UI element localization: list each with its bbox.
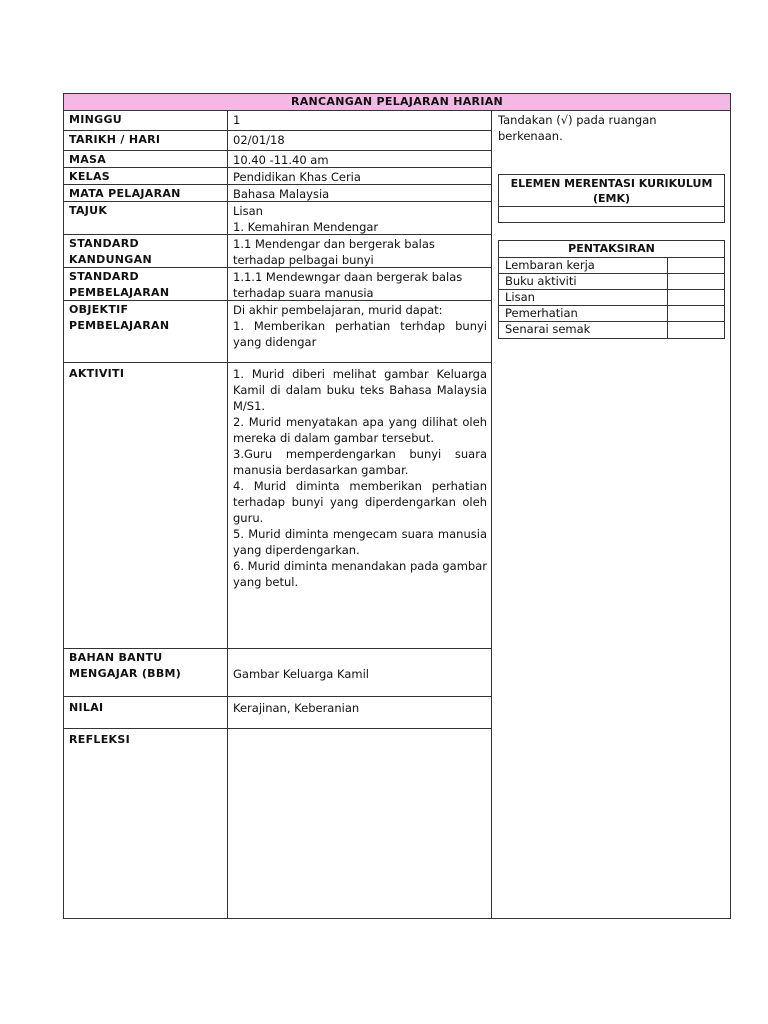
main-column (64, 111, 492, 919)
label-standard-pembelajaran (64, 268, 228, 300)
row-bbm (64, 649, 492, 697)
aktiviti-item: 6. Murid diminta menandakan pada gambar yang betul. (233, 559, 487, 589)
row-refleksi (64, 729, 492, 919)
emk-title-line-2: (EMK) (592, 192, 631, 205)
row-objektif (64, 301, 492, 363)
value-tajuk (228, 202, 492, 234)
side-column (492, 111, 730, 919)
label-nilai: NILAI (64, 697, 228, 728)
pentaksiran-row (499, 258, 724, 274)
tajuk-line-2: 1. Kemahiran Mendengar (233, 220, 379, 234)
bbm-label-line-1: BAHAN BANTU (69, 651, 163, 664)
label-mata-pelajaran: MATA PELAJARAN (64, 185, 228, 201)
aktiviti-item: 2. Murid menyatakan apa yang dilihat oleh mereka di dalam gambar tersebut. (233, 415, 487, 445)
row-kelas (64, 168, 492, 185)
sp-label-line-1: STANDARD (69, 270, 139, 283)
label-objektif (64, 301, 228, 362)
objektif-line-1: Di akhir pembelajaran, murid dapat: (233, 303, 443, 317)
aktiviti-item: 5. Murid diminta mengecam suara manusia yang diperdengarkan. (233, 527, 487, 557)
value-objektif (228, 301, 492, 362)
objektif-label-line-1: OBJEKTIF (69, 303, 129, 316)
pentaksiran-check-cell (668, 290, 724, 305)
emk-title-line-1: ELEMEN MERENTASI KURIKULUM (510, 177, 713, 190)
aktiviti-item: 1. Murid diberi melihat gambar Keluarga Kamil di dalam buku teks Bahasa Malaysia M/S1. (233, 367, 487, 413)
label-masa: MASA (64, 151, 228, 167)
row-tajuk (64, 202, 492, 235)
label-bbm (64, 649, 228, 696)
row-aktiviti (64, 363, 492, 649)
label-refleksi: REFLEKSI (64, 729, 228, 919)
value-minggu: 1 (233, 113, 241, 127)
pentaksiran-row (499, 322, 724, 338)
row-standard-kandungan (64, 235, 492, 268)
pentaksiran-table (498, 240, 725, 339)
bbm-label-line-2: MENGAJAR (BBM) (69, 667, 182, 680)
value-kelas: Pendidikan Khas Ceria (233, 170, 361, 184)
value-refleksi (228, 729, 492, 919)
value-standard-pembelajaran: 1.1.1 Mendewngar daan bergerak balas terhadap suara manusia (233, 270, 463, 300)
pentaksiran-row (499, 306, 724, 322)
tajuk-line-1: Lisan (233, 204, 263, 218)
aktiviti-item: 4. Murid diminta memberikan perhatian terhadap bunyi yang diperdengarkan oleh guru. (233, 479, 487, 525)
pentaksiran-label: Lembaran kerja (499, 258, 668, 273)
value-mata-pelajaran: Bahasa Malaysia (233, 187, 330, 201)
pentaksiran-label: Pemerhatian (499, 306, 668, 321)
row-tarikh (64, 131, 492, 151)
label-aktiviti: AKTIVITI (64, 363, 228, 648)
label-tajuk: TAJUK (64, 202, 228, 234)
sp-label-line-2: PEMBELAJARAN (69, 286, 170, 299)
row-masa (64, 151, 492, 168)
objektif-label-line-2: PEMBELAJARAN (69, 319, 170, 332)
emk-header (499, 175, 724, 207)
value-bbm: Gambar Keluarga Kamil (233, 667, 369, 681)
value-aktiviti (228, 363, 492, 648)
pentaksiran-header: PENTAKSIRAN (499, 241, 724, 258)
aktiviti-item: 3.Guru memperdengarkan bunyi suara manusia berdasarkan gambar. (233, 447, 487, 477)
pentaksiran-label: Buku aktiviti (499, 274, 668, 289)
label-minggu: MINGGU (64, 111, 228, 130)
label-kelas: KELAS (64, 168, 228, 184)
value-nilai: Kerajinan, Keberanian (233, 701, 360, 715)
objektif-line-2: 1. Memberikan perhatian terhdap bunyi yang didengar (233, 319, 487, 349)
instruction-note: Tandakan (√) pada ruangan berkenaan. (498, 113, 657, 143)
label-tarikh: TARIKH / HARI (64, 131, 228, 150)
lesson-plan-table (63, 93, 731, 919)
pentaksiran-check-cell (668, 258, 724, 273)
value-tarikh: 02/01/18 (233, 133, 285, 147)
row-nilai (64, 697, 492, 729)
value-standard-kandungan: 1.1 Mendengar dan bergerak balas terhadap pelbagai bunyi (233, 237, 435, 267)
pentaksiran-check-cell (668, 274, 724, 289)
row-mata-pelajaran (64, 185, 492, 202)
pentaksiran-label: Lisan (499, 290, 668, 305)
emk-box (498, 174, 725, 223)
label-standard-kandungan: STANDARD KANDUNGAN (64, 235, 228, 267)
value-masa: 10.40 -11.40 am (233, 153, 329, 167)
pentaksiran-label: Senarai semak (499, 322, 668, 338)
pentaksiran-check-cell (668, 306, 724, 321)
row-standard-pembelajaran (64, 268, 492, 301)
pentaksiran-row (499, 290, 724, 306)
table-title: RANCANGAN PELAJARAN HARIAN (64, 94, 730, 111)
pentaksiran-check-cell (668, 322, 724, 338)
pentaksiran-row (499, 274, 724, 290)
row-minggu (64, 111, 492, 131)
